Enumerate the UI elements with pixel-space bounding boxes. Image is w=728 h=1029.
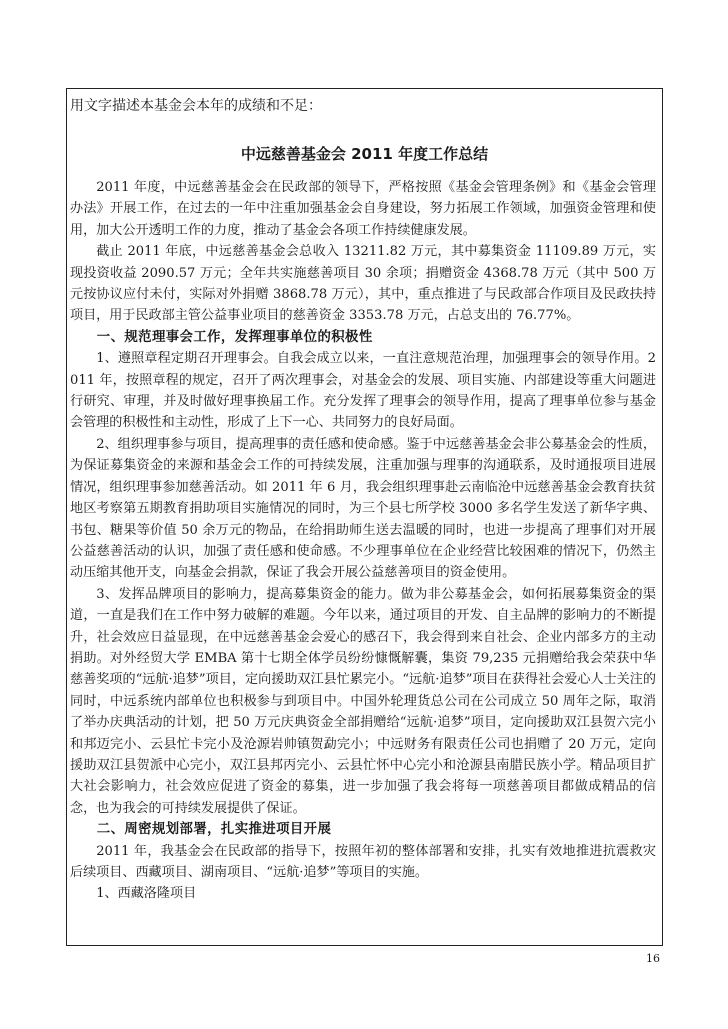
section-heading-2: 二、周密规划部署，扎实推进项目开展 — [96, 822, 332, 838]
body-paragraph: 2011 年，我基金会在民政部的指导下，按照年初的整体部署和安排，扎实有效地推进抗震救灾后续项目、西藏项目、湖南项目、“远航·追梦”等项目的实施。 — [70, 843, 656, 880]
subsection-heading: 1、西藏洛隆项目 — [96, 886, 197, 902]
report-body — [70, 177, 656, 905]
intro-paragraph: 2011 年度，中远慈善基金会在民政部的领导下，严格按照《基金会管理条例》和《基金会管理办法》开展工作，在过去的一年中注重加强基金会自身建设，努力拓展工作领域，加强资金管理和使用，加大公开透明工作的力度，推动了基金会各项工作持续健康发展。 — [70, 180, 656, 238]
body-paragraph: 2、组织理事参与项目，提高理事的责任感和使命感。鉴于中远慈善基金会非公募基金会的性质，为保证募集资金的来源和基金会工作的可持续发展，注重加强与理事的沟通联系，及时通报项目进展情况，组织理事参加慈善活动。如 2011 年 6 月，我会组织理事赴云南临沧中远慈善基金会教育扶贫地区考察第五期教育捐助项目实施情况的同时，为三个县七所学校 3000 多名学生发送了新华字典、书包、糖果等价值 50 余万元的物品，在给捐助师生送去温暖的同时，也进一步提高了理事们对开展公益慈善活动的认识，加强了责任感和使命感。不少理事单位在企业经营比较困难的情况下，仍然主动压缩其他开支，向基金会捐款，保证了我会开展公益慈善项目的资金使用。 — [70, 436, 656, 581]
form-prompt: 用文字描述本基金会本年的成绩和不足： — [70, 98, 322, 114]
report-title: 中远慈善基金会 2011 年度工作总结 — [240, 145, 489, 163]
body-paragraph: 3、发挥品牌项目的影响力，提高募集资金的能力。做为非公募基金会，如何拓展募集资金的渠道，一直是我们在工作中努力破解的难题。今年以来，通过项目的开发、自主品牌的影响力的不断提升，社会效应日益显现，在中远慈善基金会爱心的感召下，我会得到来自社会、企业内部多方的主动捐助。对外经贸大学 EMBA 第十七期全体学员纷纷慷慨解囊，集资 79,235 元捐赠给我会荣获中华慈善奖项的“远航·追梦”项目，定向援助双江县忙累完小。“远航·追梦”项目在获得社会爱心人士关注的同时，中远系统内部单位也积极参与到项目中。中国外轮理货总公司在公司成立 50 周年之际，取消了举办庆典活动的计划，把 50 万元庆典资金全部捐赠给“远航·追梦”项目，定向援助双江县贺六完小和邦迈完小、云县忙卡完小及沧源岩帅镇贺勐完小；中远财务有限责任公司也捐赠了 20 万元，定向援助双江县贺派中心完小，双江县邦丙完小、云县忙怀中心完小和沧源县南腊民族小学。精品项目扩大社会影响力，社会效应促进了资金的募集，进一步加强了我会将每一项慈善项目都做成精品的信念，也为我会的可持续发展提供了保证。 — [70, 586, 656, 816]
finance-paragraph: 截止 2011 年底，中远慈善基金会总收入 13211.82 万元，其中募集资金 11109.89 万元，实现投资收益 2090.57 万元；全年共实施慈善项目 30 余项；捐赠资金 4368.78 万元（其中 500 万元按协议应付未付，实际对外捐赠 3868.78 万元），其中，重点推进了与民政部合作项目及民政扶持项目，用于民政部主管公益事业项目的慈善资金 3353.78 万元，占总支出的 76.77%。 — [70, 244, 656, 324]
section-heading-1: 一、规范理事会工作，发挥理事单位的积极性 — [96, 329, 373, 345]
body-paragraph: 1、遵照章程定期召开理事会。自我会成立以来，一直注意规范治理，加强理事会的领导作用。2011 年，按照章程的规定，召开了两次理事会，对基金会的发展、项目实施、内部建设等重大问题进行研究、审理，并及时做好理事换届工作。充分发挥了理事会的领导作用，提高了理事单位参与基金会管理的积极性和主动性，形成了上下一心、共同努力的良好局面。 — [70, 351, 656, 431]
page-number: 16 — [646, 952, 660, 965]
